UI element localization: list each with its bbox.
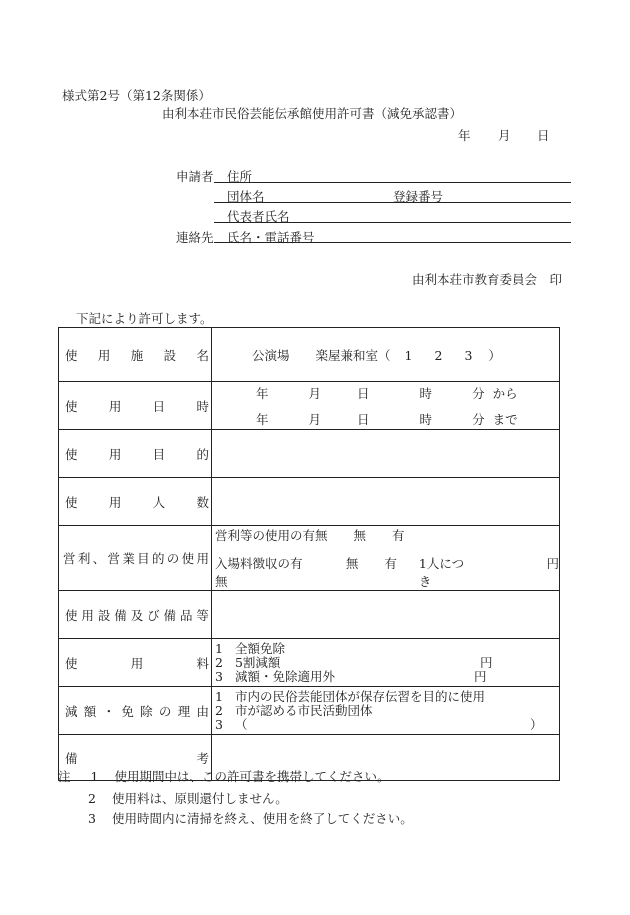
reg-number-label: 登録番号 bbox=[393, 189, 444, 204]
contact-value-label: 氏名・電話番号 bbox=[227, 230, 315, 245]
datetime-label-cell: 使 用 日 時 bbox=[59, 382, 212, 430]
datetime-to: まで bbox=[492, 411, 518, 427]
facility-room-1: 1 bbox=[404, 347, 413, 363]
fee-value-cell bbox=[212, 639, 560, 687]
form-number: 様式第2号（第12条関係） bbox=[62, 88, 211, 103]
document-title: 由利本荘市民俗芸能伝承館使用許可書（減免承認書） bbox=[162, 106, 463, 121]
profit-value-cell bbox=[212, 526, 560, 591]
datetime-to-row: 年 月 日 時 分 まで bbox=[256, 411, 518, 427]
remarks-label-cell: 備 考 bbox=[59, 735, 212, 781]
applicant-label: 申請者 bbox=[176, 169, 214, 184]
reason-item-1: 1 市内の民俗芸能団体が保存伝習を目的に使用 bbox=[215, 688, 485, 704]
contact-line bbox=[214, 242, 571, 243]
purpose-label-cell: 使 用 目 的 bbox=[59, 430, 212, 478]
datetime-from: から bbox=[492, 385, 518, 401]
facility-label-cell: 使 用 施 設 名 bbox=[59, 328, 212, 382]
fee-label-cell: 使 用 料 bbox=[59, 639, 212, 687]
profit-line-2: 入場料徴収の有無 無 有 1人につき 円 bbox=[215, 556, 559, 589]
address-line bbox=[214, 182, 571, 183]
note-2: 2 使用料は、原則還付しません。 bbox=[88, 791, 288, 806]
row-people bbox=[59, 478, 560, 526]
people-label-cell: 使 用 人 数 bbox=[59, 478, 212, 526]
note-1: 注 1 使用期間中は、この許可書を携帯してください。 bbox=[58, 769, 390, 784]
profit-label-cell: 営 利 、 営 業 目 的 の 使 用 bbox=[59, 526, 212, 591]
date-year: 年 bbox=[458, 128, 471, 143]
row-datetime bbox=[59, 382, 560, 430]
org-name-line bbox=[214, 202, 571, 203]
facility-room: 楽屋兼和室（ bbox=[315, 347, 391, 363]
date-day: 日 bbox=[537, 128, 550, 143]
fee-item-1: 1 全額免除 bbox=[215, 640, 285, 656]
permit-table bbox=[58, 327, 560, 781]
facility-value-cell bbox=[212, 328, 560, 382]
facility-room-2: 2 bbox=[434, 347, 443, 363]
fee-item-3: 3 減額・免除適用外 円 bbox=[215, 668, 487, 684]
date-month: 月 bbox=[498, 128, 511, 143]
profit-line-1: 営利等の使用の有無 無 有 bbox=[215, 528, 405, 543]
equipment-label-cell: 使 用 設 備 及 び 備 品 等 bbox=[59, 591, 212, 639]
datetime-from-row: 年 月 日 時 分 から bbox=[256, 385, 518, 401]
address-label: 住所 bbox=[227, 169, 253, 184]
facility-room-3: 3 bbox=[464, 347, 473, 363]
equipment-value-cell bbox=[212, 591, 560, 639]
reason-label-cell: 減 額 ・ 免 除 の 理 由 bbox=[59, 687, 212, 735]
org-name-label: 団体名 bbox=[227, 189, 265, 204]
facility-hall: 公演場 bbox=[252, 347, 290, 363]
rep-name-line bbox=[214, 222, 571, 223]
note-prefix: 注 bbox=[58, 769, 71, 784]
row-reason bbox=[59, 687, 560, 735]
reason-item-2: 2 市が認める市民活動団体 bbox=[215, 702, 373, 718]
row-fee bbox=[59, 639, 560, 687]
row-facility bbox=[59, 328, 560, 382]
row-profit bbox=[59, 526, 560, 591]
rep-name-label: 代表者氏名 bbox=[227, 209, 290, 224]
purpose-value-cell bbox=[212, 430, 560, 478]
facility-room-close: ） bbox=[488, 347, 501, 363]
note-3: 3 使用時間内に清掃を終え、使用を終了してください。 bbox=[88, 811, 413, 826]
datetime-value-cell bbox=[212, 382, 560, 430]
intro-text: 下記により許可します。 bbox=[76, 311, 213, 326]
issuer: 由利本荘市教育委員会 印 bbox=[412, 272, 563, 287]
fee-item-2: 2 5割減額 円 bbox=[215, 654, 493, 670]
contact-label: 連絡先 bbox=[176, 230, 214, 245]
reason-item-3: 3 （ ） bbox=[215, 716, 543, 732]
row-purpose bbox=[59, 430, 560, 478]
row-equipment bbox=[59, 591, 560, 639]
people-value-cell bbox=[212, 478, 560, 526]
reason-value-cell bbox=[212, 687, 560, 735]
